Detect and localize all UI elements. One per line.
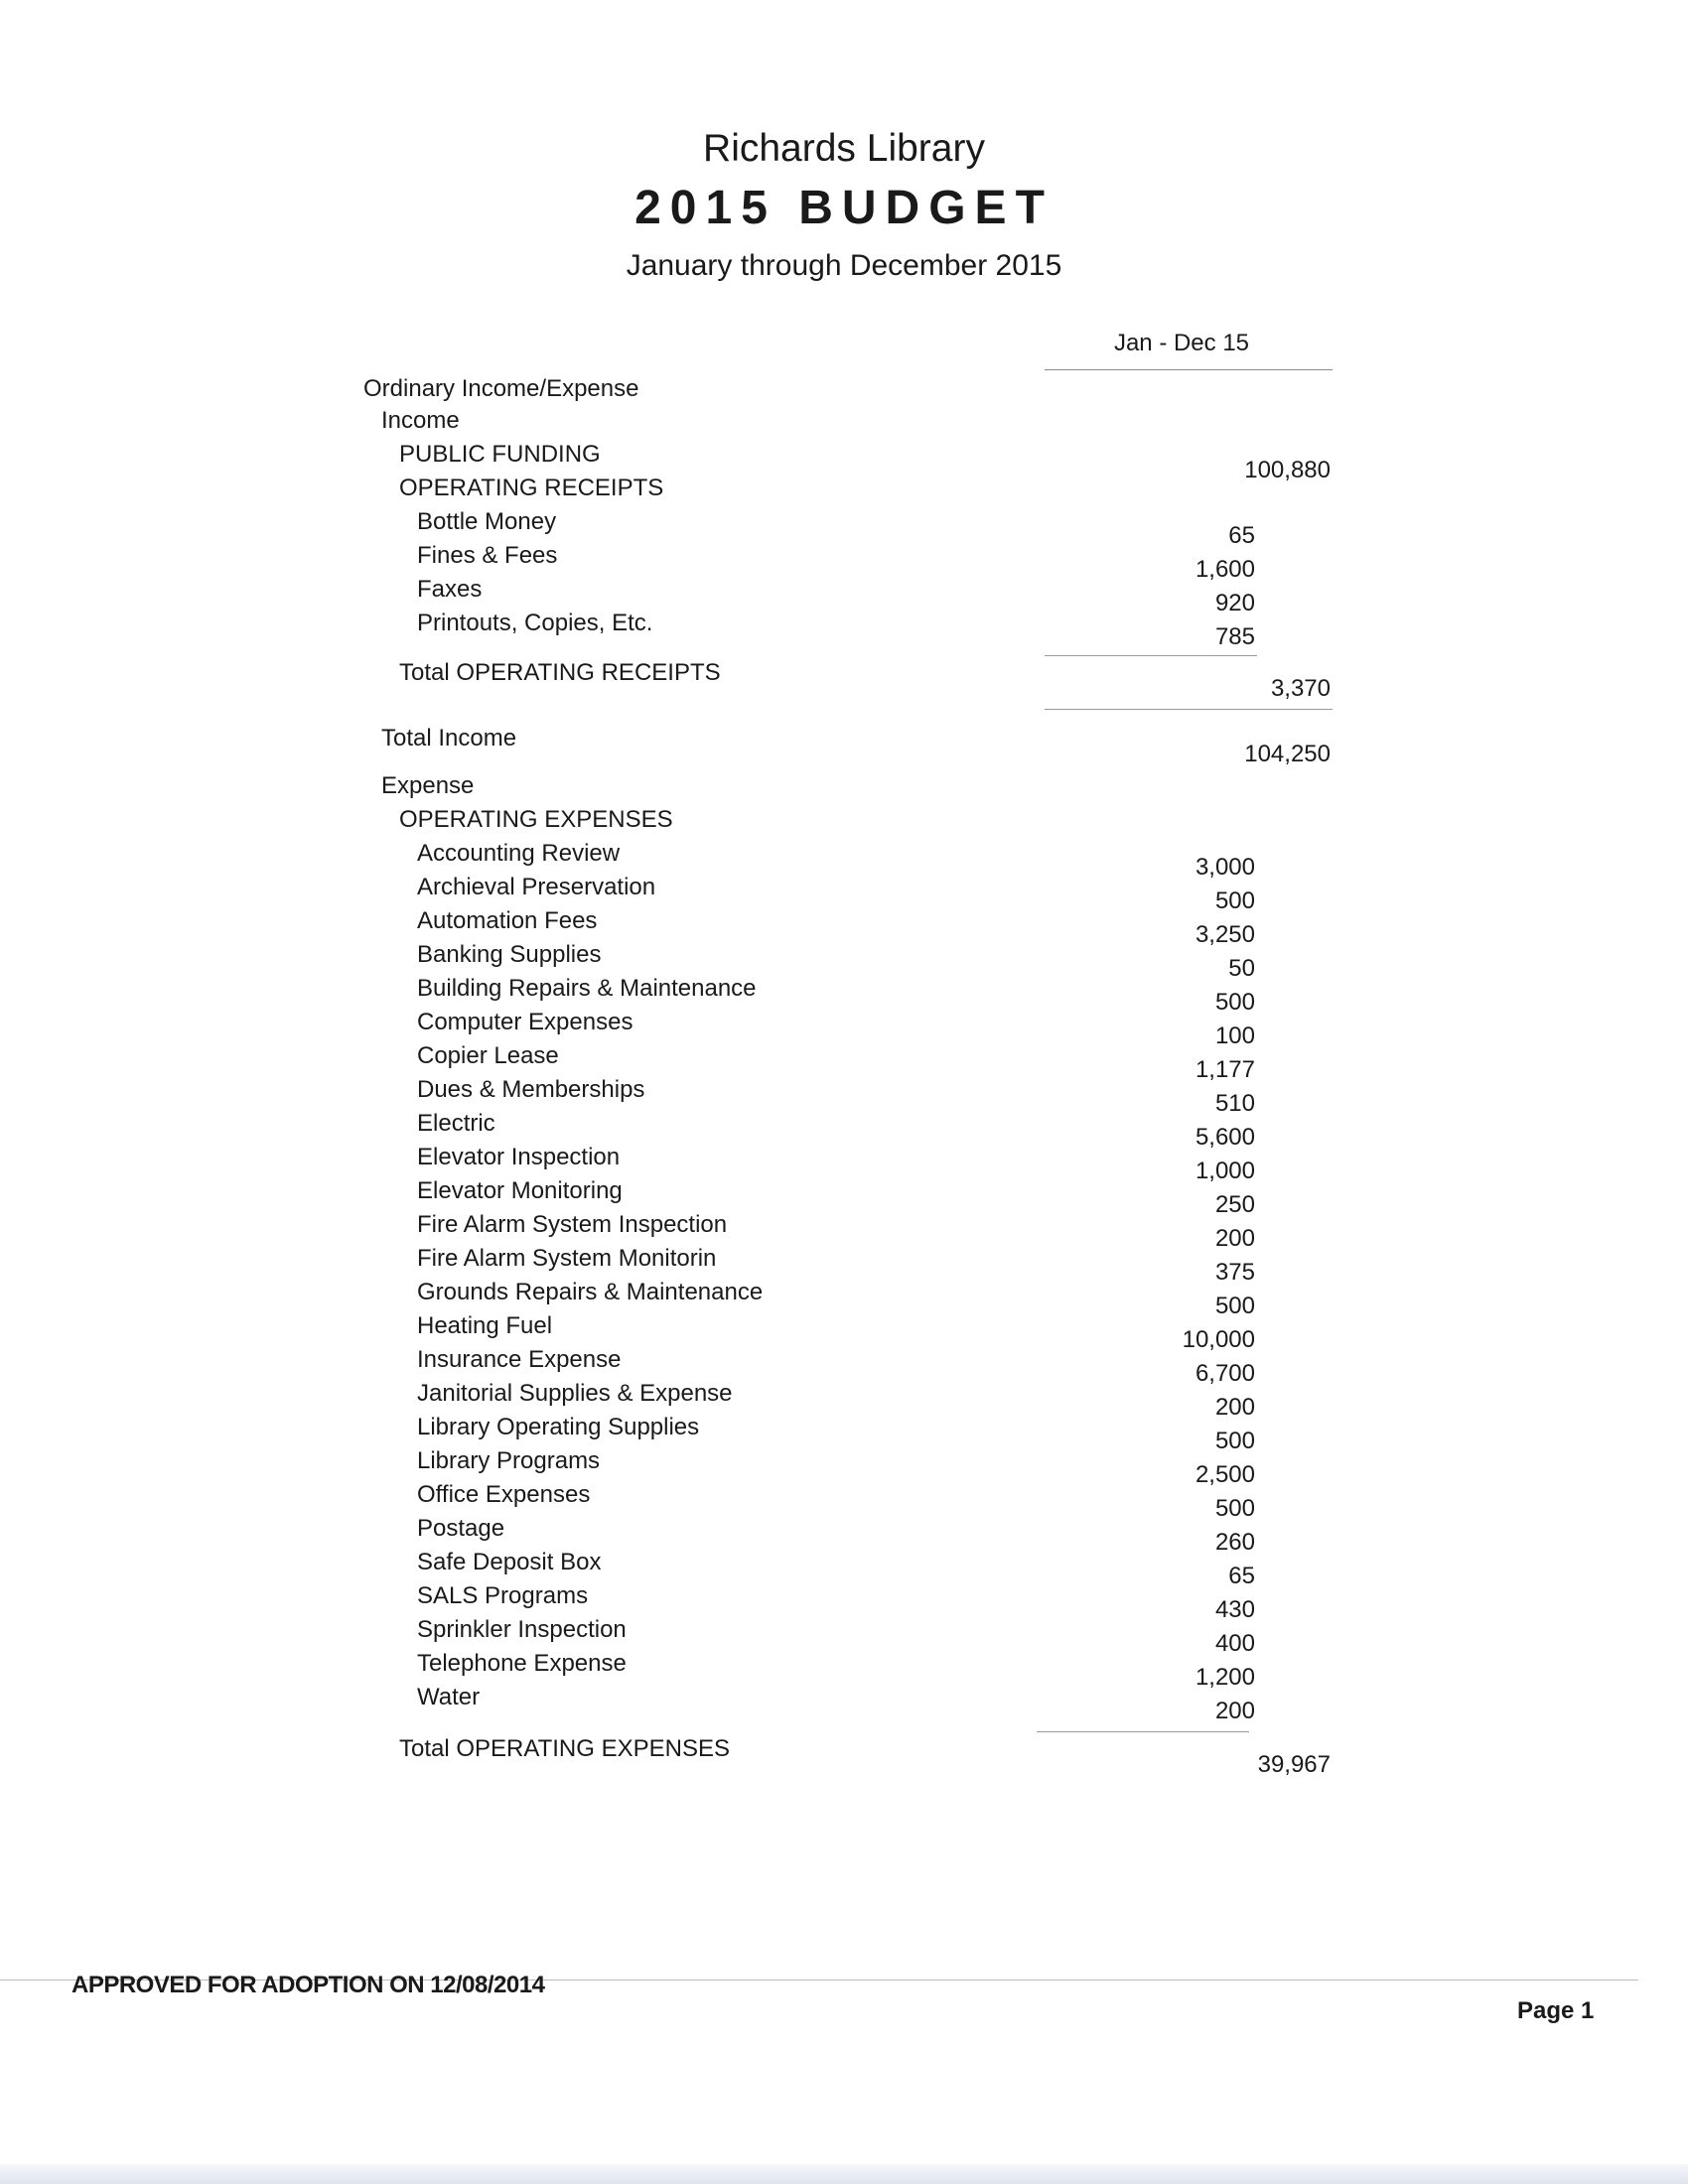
row-label: Water (417, 1684, 481, 1710)
organization-name: Richards Library (703, 127, 985, 170)
row-label: SALS Programs (417, 1582, 589, 1609)
row-label: Sprinkler Inspection (417, 1616, 627, 1643)
row-amount: 65 (1228, 522, 1255, 549)
row-amount: 1,600 (1195, 556, 1255, 583)
row-label: Archieval Preservation (417, 874, 656, 900)
row-label: Automation Fees (417, 907, 598, 934)
row-amount: 10,000 (1182, 1326, 1255, 1353)
report-row (0, 939, 1688, 982)
row-label: Telephone Expense (417, 1650, 627, 1677)
row-label: Total Income (381, 725, 517, 751)
row-amount: 200 (1214, 1225, 1255, 1252)
report-row (0, 1344, 1688, 1387)
row-label: Accounting Review (417, 840, 621, 867)
report-row (0, 1142, 1688, 1184)
report-row (0, 1378, 1688, 1421)
report-row (0, 973, 1688, 1016)
report-row (0, 1108, 1688, 1151)
report-row (0, 1682, 1688, 1724)
row-amount: 500 (1214, 989, 1255, 1016)
report-row (0, 1209, 1688, 1252)
scan-edge (0, 2164, 1688, 2184)
column-header: Jan - Dec 15 (1113, 330, 1250, 356)
row-label: Heating Fuel (417, 1312, 553, 1339)
report-row (0, 1007, 1688, 1049)
report-row (0, 1547, 1688, 1589)
report-row (0, 439, 1688, 483)
report-row (0, 723, 1688, 767)
row-label: Computer Expenses (417, 1009, 633, 1035)
row-label: Expense (381, 772, 475, 799)
row-label: Fire Alarm System Monitorin (417, 1245, 717, 1272)
row-label: Bottle Money (417, 508, 557, 535)
summation-rule (1045, 709, 1333, 710)
row-label: Building Repairs & Maintenance (417, 975, 757, 1002)
row-label: Banking Supplies (417, 941, 602, 968)
report-row (0, 473, 1688, 504)
row-amount: 920 (1214, 590, 1255, 616)
row-amount: 500 (1214, 1495, 1255, 1522)
row-label: Total OPERATING EXPENSES (399, 1735, 730, 1762)
row-label: Copier Lease (417, 1042, 559, 1069)
row-amount: 200 (1214, 1698, 1255, 1724)
row-label: Postage (417, 1515, 505, 1542)
row-amount: 200 (1214, 1394, 1255, 1421)
report-row (0, 1445, 1688, 1488)
report-row (0, 1243, 1688, 1286)
row-amount: 100 (1214, 1023, 1255, 1049)
approval-note: APPROVED FOR ADOPTION ON 12/08/2014 (71, 1972, 545, 1998)
row-label: Janitorial Supplies & Expense (417, 1380, 733, 1407)
report-row (0, 1277, 1688, 1319)
row-amount: 260 (1214, 1529, 1255, 1556)
report-row (0, 1580, 1688, 1623)
row-label: Elevator Monitoring (417, 1177, 623, 1204)
report-row (0, 905, 1688, 948)
report-row (0, 540, 1688, 583)
row-label: PUBLIC FUNDING (399, 441, 601, 468)
report-row (0, 1479, 1688, 1522)
row-amount: 1,200 (1195, 1664, 1255, 1691)
report-period: January through December 2015 (626, 249, 1062, 282)
row-amount: 500 (1214, 887, 1255, 914)
report-row (0, 1040, 1688, 1083)
row-amount: 430 (1214, 1596, 1255, 1623)
row-label: Faxes (417, 576, 483, 603)
report-row (0, 657, 1688, 702)
row-label: OPERATING EXPENSES (399, 806, 673, 833)
row-amount: 50 (1228, 955, 1255, 982)
row-label: Fines & Fees (417, 542, 558, 569)
row-amount: 5,600 (1195, 1124, 1255, 1151)
summation-rule (1037, 1731, 1249, 1732)
row-total: 100,880 (1244, 457, 1331, 483)
report-row (0, 405, 1688, 437)
row-label: Total OPERATING RECEIPTS (399, 659, 721, 686)
row-label: Insurance Expense (417, 1346, 622, 1373)
report-row (0, 1412, 1688, 1454)
row-label: Elevator Inspection (417, 1144, 621, 1170)
row-amount: 510 (1214, 1090, 1255, 1117)
report-row (0, 1074, 1688, 1117)
row-amount: 2,500 (1195, 1461, 1255, 1488)
report-row (0, 1733, 1688, 1778)
row-label: Electric (417, 1110, 495, 1137)
row-amount: 3,250 (1195, 921, 1255, 948)
row-label: Printouts, Copies, Etc. (417, 610, 653, 636)
row-label: Safe Deposit Box (417, 1549, 602, 1575)
row-label: Library Programs (417, 1447, 601, 1474)
report-row (0, 608, 1688, 650)
row-total: 3,370 (1270, 675, 1331, 702)
summation-rule (1045, 655, 1257, 656)
row-label: Library Operating Supplies (417, 1414, 700, 1440)
row-total: 39,967 (1257, 1751, 1331, 1778)
report-row (0, 506, 1688, 549)
row-amount: 65 (1228, 1563, 1255, 1589)
row-label: Office Expenses (417, 1481, 591, 1508)
report-row (0, 872, 1688, 914)
report-title: 2015 BUDGET (634, 182, 1054, 234)
row-label: Dues & Memberships (417, 1076, 645, 1103)
row-amount: 1,000 (1195, 1158, 1255, 1184)
row-label: Fire Alarm System Inspection (417, 1211, 728, 1238)
row-label: Income (381, 407, 460, 434)
report-row (0, 1513, 1688, 1556)
row-label: OPERATING RECEIPTS (399, 475, 664, 501)
report-row (0, 838, 1688, 881)
report-row (0, 1310, 1688, 1353)
report-row (0, 804, 1688, 836)
row-label: Grounds Repairs & Maintenance (417, 1279, 764, 1305)
row-amount: 785 (1214, 623, 1255, 650)
row-label: Ordinary Income/Expense (363, 375, 639, 402)
report-row (0, 1175, 1688, 1218)
report-row (0, 574, 1688, 616)
row-amount: 500 (1214, 1428, 1255, 1454)
row-amount: 3,000 (1195, 854, 1255, 881)
row-amount: 500 (1214, 1293, 1255, 1319)
row-total: 104,250 (1244, 741, 1331, 767)
row-amount: 400 (1214, 1630, 1255, 1657)
report-row (0, 770, 1688, 802)
report-row (0, 373, 1688, 405)
report-row (0, 1648, 1688, 1691)
row-amount: 375 (1214, 1259, 1255, 1286)
row-amount: 1,177 (1195, 1056, 1255, 1083)
page-number: Page 1 (1517, 1997, 1595, 2024)
row-amount: 250 (1214, 1191, 1255, 1218)
report-row (0, 1614, 1688, 1657)
row-amount: 6,700 (1195, 1360, 1255, 1387)
